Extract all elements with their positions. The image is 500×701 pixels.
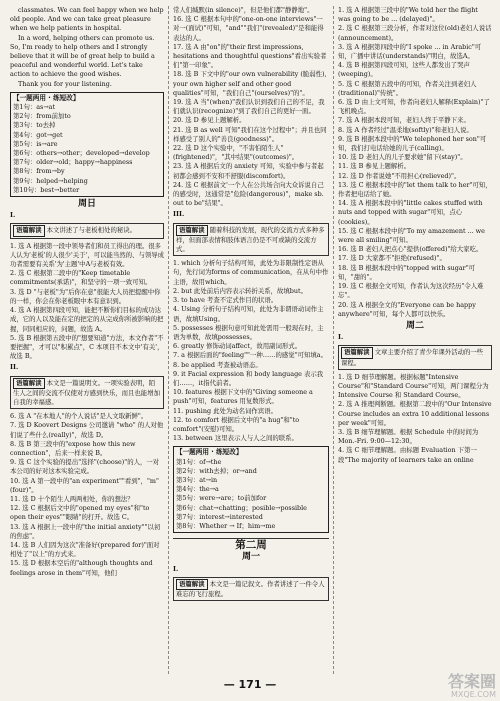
- correction-line: 第10句：best→better: [13, 185, 80, 194]
- watermark-main: 答案圈: [447, 672, 496, 691]
- answer-item: 20. 选 A 根据全文的"Everyone can be happy anywhere"可知，每个人都可以快乐。: [338, 300, 476, 318]
- correction-box-title: 【一题两用 · 练短改】: [13, 93, 80, 102]
- correction-line: 第3句：at→in: [176, 475, 218, 484]
- answer-item: 16. 选 C 根据本句中的"one-on-one interviews"一对一(面试)"可知，"and""我们"(revealed)"是和能得表达的人。: [173, 15, 324, 42]
- answer-item: 7. a 根据后面的"feeling""一种……的感觉"可知填a。: [173, 351, 328, 360]
- passage-tag: 语篇解读: [176, 579, 208, 590]
- section-number: II.: [10, 363, 19, 372]
- passage-summary-text: 随着科技的发展，现代的交流方式多种多样，但面部表情和肢体语言仍是不可或缺的交流方式。: [176, 225, 325, 254]
- correction-line: 第9句：helped→helping: [13, 176, 88, 185]
- answer-item: 6. 选 D 由上文可知，作者向老妇人解释(Explain)"了飞机晚点。: [338, 98, 490, 116]
- section-number: I.: [338, 333, 344, 342]
- passage-summary-text: 本文是一篇记叙文。作者讲述了一件令人难忘的飞行旅程。: [176, 579, 325, 598]
- correction-line: 第8句：from→by: [13, 167, 65, 176]
- correction-box-title: 【一题两用 · 练短改】: [176, 448, 243, 457]
- answer-item: 6. greatly 修饰动词affect，故用副词形式。: [173, 342, 302, 351]
- passage-summary-text: 本文是一篇说明文。一项实验表明，陌生人之间的交流不仅使对方感到快乐，而且也能增加自我的幸福感。: [13, 378, 160, 406]
- column-left: [10, 6, 164, 674]
- week-heading: 第二周: [173, 538, 329, 550]
- answer-item: 6. 选 A "在本地人"的个人说话"是人文取新鲜"。: [10, 412, 148, 421]
- answer-item: 10. features 根据下文中的"Giving someone a push"可知，features 用复数形式。: [173, 388, 313, 406]
- answer-item: 18. 选 B 根据本段中的"topped with sugar"可知，"甜的"。: [338, 263, 476, 281]
- answer-item: 7. 选 D Koovert Designs 公司邀请 "who" 的人对他们说了些什么(really)"，故选 D。: [10, 421, 164, 439]
- answer-item: 1. 选 A 根据第一段中领导者们和员工得出的理。很多人认为'老板'的人很少'关于'，可以能当然的、与领导成功者需要有关系'为'主题'中A与老板有效。: [10, 241, 164, 269]
- answer-item: 2. but 此处前后内容表示转折关系，故填but。: [173, 286, 307, 295]
- section-number: III.: [173, 210, 185, 219]
- answer-item: 4. 选 B 根据第四段可知，这些人都发出了哭声(weeping)。: [338, 61, 470, 79]
- answer-item: 8. 选 A 作者经过"温柔地(softly)"和老妇人说。: [338, 125, 473, 134]
- section-number: I.: [10, 211, 16, 220]
- answer-item: 12. 选 C 根据后文中的"opened my eyes"和"to open their eyes""眼睛"的打开。故选 C。: [10, 504, 150, 522]
- column-divider: [168, 6, 169, 674]
- correction-line: 第4句：the→a: [176, 485, 219, 494]
- answer-item: 5. 选 B 根据第五段中的"想要知道"方法，本文作者"不要把握"，才可以"积累点"，C 本项目不本文中'有关'，故选 B。: [10, 333, 164, 361]
- correction-line: 第6句：chat→chatting；posible→possible: [176, 503, 307, 512]
- passage-summary-text: 文章主要介绍了青少年课外活动的一些课程。: [341, 348, 484, 367]
- column-middle: [173, 6, 329, 674]
- answer-item: 2. 选 A 推理判断题。根据第二段中的"Our Intensive Course includes an extra 10 additional lessons per week"可知。: [338, 400, 492, 427]
- day-heading-tuesday: 周二: [405, 320, 424, 331]
- correction-line: 第1句：as→at: [13, 103, 56, 112]
- answer-item: 10. 选 A 第一段中的"an experiment""看到"，"m"(four)"。: [10, 476, 159, 494]
- answer-item: 19. 选 A 当"(when)"我们认识到我们自己的不足，我们就认识(recognize)"到了我们自己的更好一面。: [173, 98, 325, 116]
- answer-item: 4. 选 A 根据第四段可知，能把不断你们目标的成功达成，它的人以及能在定的把定的从完成你所被影响的把握，同同相应的，问题，故选 A。: [10, 306, 164, 333]
- passage-summary: [10, 223, 164, 238]
- correction-line: 第2句：with去掉；or→and: [176, 466, 257, 475]
- day-heading-sunday: 周日: [77, 199, 96, 210]
- answer-item: 12. 选 D 作者说她"不用担心(relieved)"。: [338, 171, 461, 180]
- answer-item: 18. 选 B 下文中的"our own vulnerability (脆弱性), your own higher self and other good qualities"可知，"我们自己"(ourselves)"的"。: [173, 70, 327, 97]
- answer-item: 3. 选 A 根据第四段中的"I spoke ... in Arabic"可知，广播中讲话(understands)"明白，故选A。: [338, 42, 482, 61]
- intro-paragraph: Thank you for your listening.: [18, 79, 112, 88]
- answer-item: 8. 选 B 第三段中的"expose how this new connection"，后来一样来说 B。: [10, 439, 136, 457]
- answer-item: 1. 选 A 根据第三段中的"We told her the flight was going to be ... (delayed)"。: [338, 6, 478, 24]
- passage-tag: 语篇解读: [341, 347, 373, 358]
- answer-item: 5. possesses 根据句意可知此处需用一般现在时，主语为单数，故填possesses。: [173, 323, 324, 341]
- answer-item: 2. 选 C 根据第二段中的"Keep timetable commitments(承诺)"，和坚守的一项一致可知。: [10, 269, 152, 287]
- answer-item: 13. between 这里表示人与人之间的联系。: [173, 434, 298, 443]
- correction-box: [173, 446, 329, 533]
- answer-item: 7. 选 A 根据本段可知，老妇人终于平静下来。: [338, 116, 470, 125]
- passage-tag: 语篇解读: [13, 378, 45, 389]
- watermark-logo: [448, 674, 496, 699]
- answer-item: 16. 选 B 老妇人把点心"提供(offered)"给大家吃。: [338, 245, 483, 254]
- answer-item: 常人们缄默(in silence)"，但是他们都"静静地"。: [173, 6, 314, 14]
- answer-item: 19. 选 C 根据全文可知，作者认为这次经历"令人难忘"。: [338, 282, 484, 300]
- answer-item: 1. which 分析句子结构可知，此处为非限制性定语从句，先行词为forms of communication，在从句中作主语，故用which。: [173, 259, 329, 286]
- answer-item: 2. 选 C 根据第三段分析，作者对这位(old)老妇人说话(announcement)。: [338, 24, 492, 42]
- column-right: [338, 6, 492, 674]
- answer-item: 14. 选 A 根据本段中的"little cakes stuffed with nuts and topped with sugar"可知，点心(cookies)。: [338, 199, 483, 226]
- passage-summary: [338, 345, 492, 369]
- watermark-sub: MXQE.COM: [450, 690, 496, 699]
- correction-line: 第3句：to去掉: [13, 121, 56, 130]
- page-content: [10, 6, 492, 674]
- passage-summary: [173, 223, 329, 257]
- section-number: I.: [173, 564, 179, 573]
- correction-line: 第7句：interest→interested: [176, 512, 263, 521]
- correction-line: 第6句：others→other；developed→develop: [13, 149, 150, 158]
- intro-paragraph: In a word, helping others can promote us. So, I'm ready to help others and I strongly believe that it will be of great help to build a peaceful and wonderful world. Let's take action to achieve the good wishes.: [10, 33, 155, 79]
- answer-item: 11. pushing 此处为动名词作宾语。: [173, 406, 277, 415]
- answer-item: 21. 选 B as well 可知"我们在这个过程中"；并且也同样感受了别人的"善良(goodness)"。: [173, 125, 327, 143]
- answer-item: 9. 选 C 这个实验的提出"选择"(choose)"的人，一对本公司的好对这本实验完成。: [10, 458, 160, 476]
- day-heading-monday: 周一: [241, 552, 260, 563]
- passage-tag: 语篇解读: [13, 225, 45, 236]
- answer-item: 3. 选 B 细节理解题。根据 Schedule 中的时间为 Mon.-Fri. 9:00—12:30。: [338, 427, 479, 446]
- answer-item: 3. 选 D "与老板"为"后你在意"很能大人员把提醒中你的一样，你会在你老板眼中本有意识到。: [10, 287, 161, 305]
- correction-line: 第4句：got→get: [13, 130, 63, 139]
- correction-line: 第1句：of→the: [176, 457, 222, 466]
- answer-item: 5. 选 C 根据第五段中的可知，作者关注到老妇人(traditional)"传统"。: [338, 79, 477, 97]
- correction-line: 第2句：from前加to: [13, 112, 71, 121]
- answer-item: 15. 选 D 根据本空后的"although thoughts and feelings arose in them"可知，他们: [10, 559, 153, 577]
- answer-item: 11. 选 B 参见上题解析。: [338, 162, 411, 171]
- answer-item: 13. 选 A 根据上一段中的"the initial anxiety""以初的焦虑"。: [10, 522, 161, 540]
- column-divider: [333, 6, 334, 674]
- correction-line: 第5句：were→are；to前加for: [176, 494, 267, 503]
- answer-item: 9. 选 B 根据本段中的"We telephoned her son"可知，我们打电话给她的儿子(calling)。: [338, 134, 487, 153]
- answer-item: 20. 选 D 参见上题解析。: [173, 116, 246, 125]
- intro-paragraph: classmates. We can feel happy when we help old people. And we can take great pleasure when we help patients in hospital.: [10, 6, 164, 33]
- correction-box: [10, 92, 164, 197]
- passage-tag: 语篇解读: [176, 225, 208, 236]
- answer-item: 4. Using 分析句子结构可知，此处为非谓语动词作主语，故填Using。: [173, 305, 324, 323]
- answer-item: 13. 选 C 根据本段中的"let them talk to her"可知，作者把电话给了她。: [338, 180, 492, 199]
- answer-item: 4. 选 C 细节理解题。由标题 Evaluation 下第一段"The majority of learners take an online: [338, 446, 477, 464]
- answer-item: 14. 选 B 人们因为这次"准备好(prepared for)"面对相处了"以上"的方式来。: [10, 540, 160, 559]
- answer-item: 17. 选 D 大家都不"拒绝(refused)"。: [338, 254, 446, 263]
- page-number: — 171 —: [223, 678, 277, 691]
- answer-item: 12. to comfort 根据后文中的"a hug"和"to comfort"(安慰)可知。: [173, 415, 300, 433]
- correction-line: 第8句：Whether → If；him→me: [176, 521, 276, 530]
- passage-summary-text: 本文讲述了与老板相处的秘诀。: [46, 226, 137, 235]
- answer-item: 22. 选 D 这个实验中，"不害怕陌生人"(frightened)"，"其中结果"(outcomes)"。: [173, 144, 299, 162]
- passage-summary: [173, 577, 329, 601]
- answer-item: 11. 选 D 十个陌生人两两相处，你的想法？: [10, 494, 134, 503]
- answer-item: 17. 选 A 由"on"的"their first impressions, hesitations and thoughtful questions"看出实验者们"第一印象"。: [173, 42, 327, 70]
- passage-summary: [10, 376, 164, 410]
- answer-item: 8. be applied 考查被动语态。: [173, 360, 262, 369]
- answer-item: 1. 选 D 细节理解题。根据标题"Intensive Course"和"Standard Course"可知，两门课程分为 Intensive Course 和 Standard Course。: [338, 372, 489, 400]
- correction-line: 第7句：older→old；happy→happiness: [13, 158, 133, 167]
- answer-item: 10. 选 D 老妇人的儿子要求她"留下(stay)"。: [338, 153, 467, 162]
- answer-item: 24. 选 C 根据前文'一个人在公共场合向大众诉说自己的感受时，这通常是"危险(dangerous)"，make sb. out to be"结果"。: [173, 180, 324, 208]
- answer-item: 9. it Facial expression 和 body language 表示我们……，it指代前者。: [173, 369, 324, 387]
- answer-item: 15. 选 C 根据本段中的"To my amazement ... we were all smiling"可知。: [338, 226, 485, 245]
- answer-item: 3. to have 考查不定式作目的状语。: [173, 296, 278, 305]
- answer-item: 23. 选 A 根据后文的 anxiety 可知，实验中参与者起初都会感到不安和不舒服(discomfort)。: [173, 162, 324, 180]
- correction-line: 第5句：is→are: [13, 139, 58, 148]
